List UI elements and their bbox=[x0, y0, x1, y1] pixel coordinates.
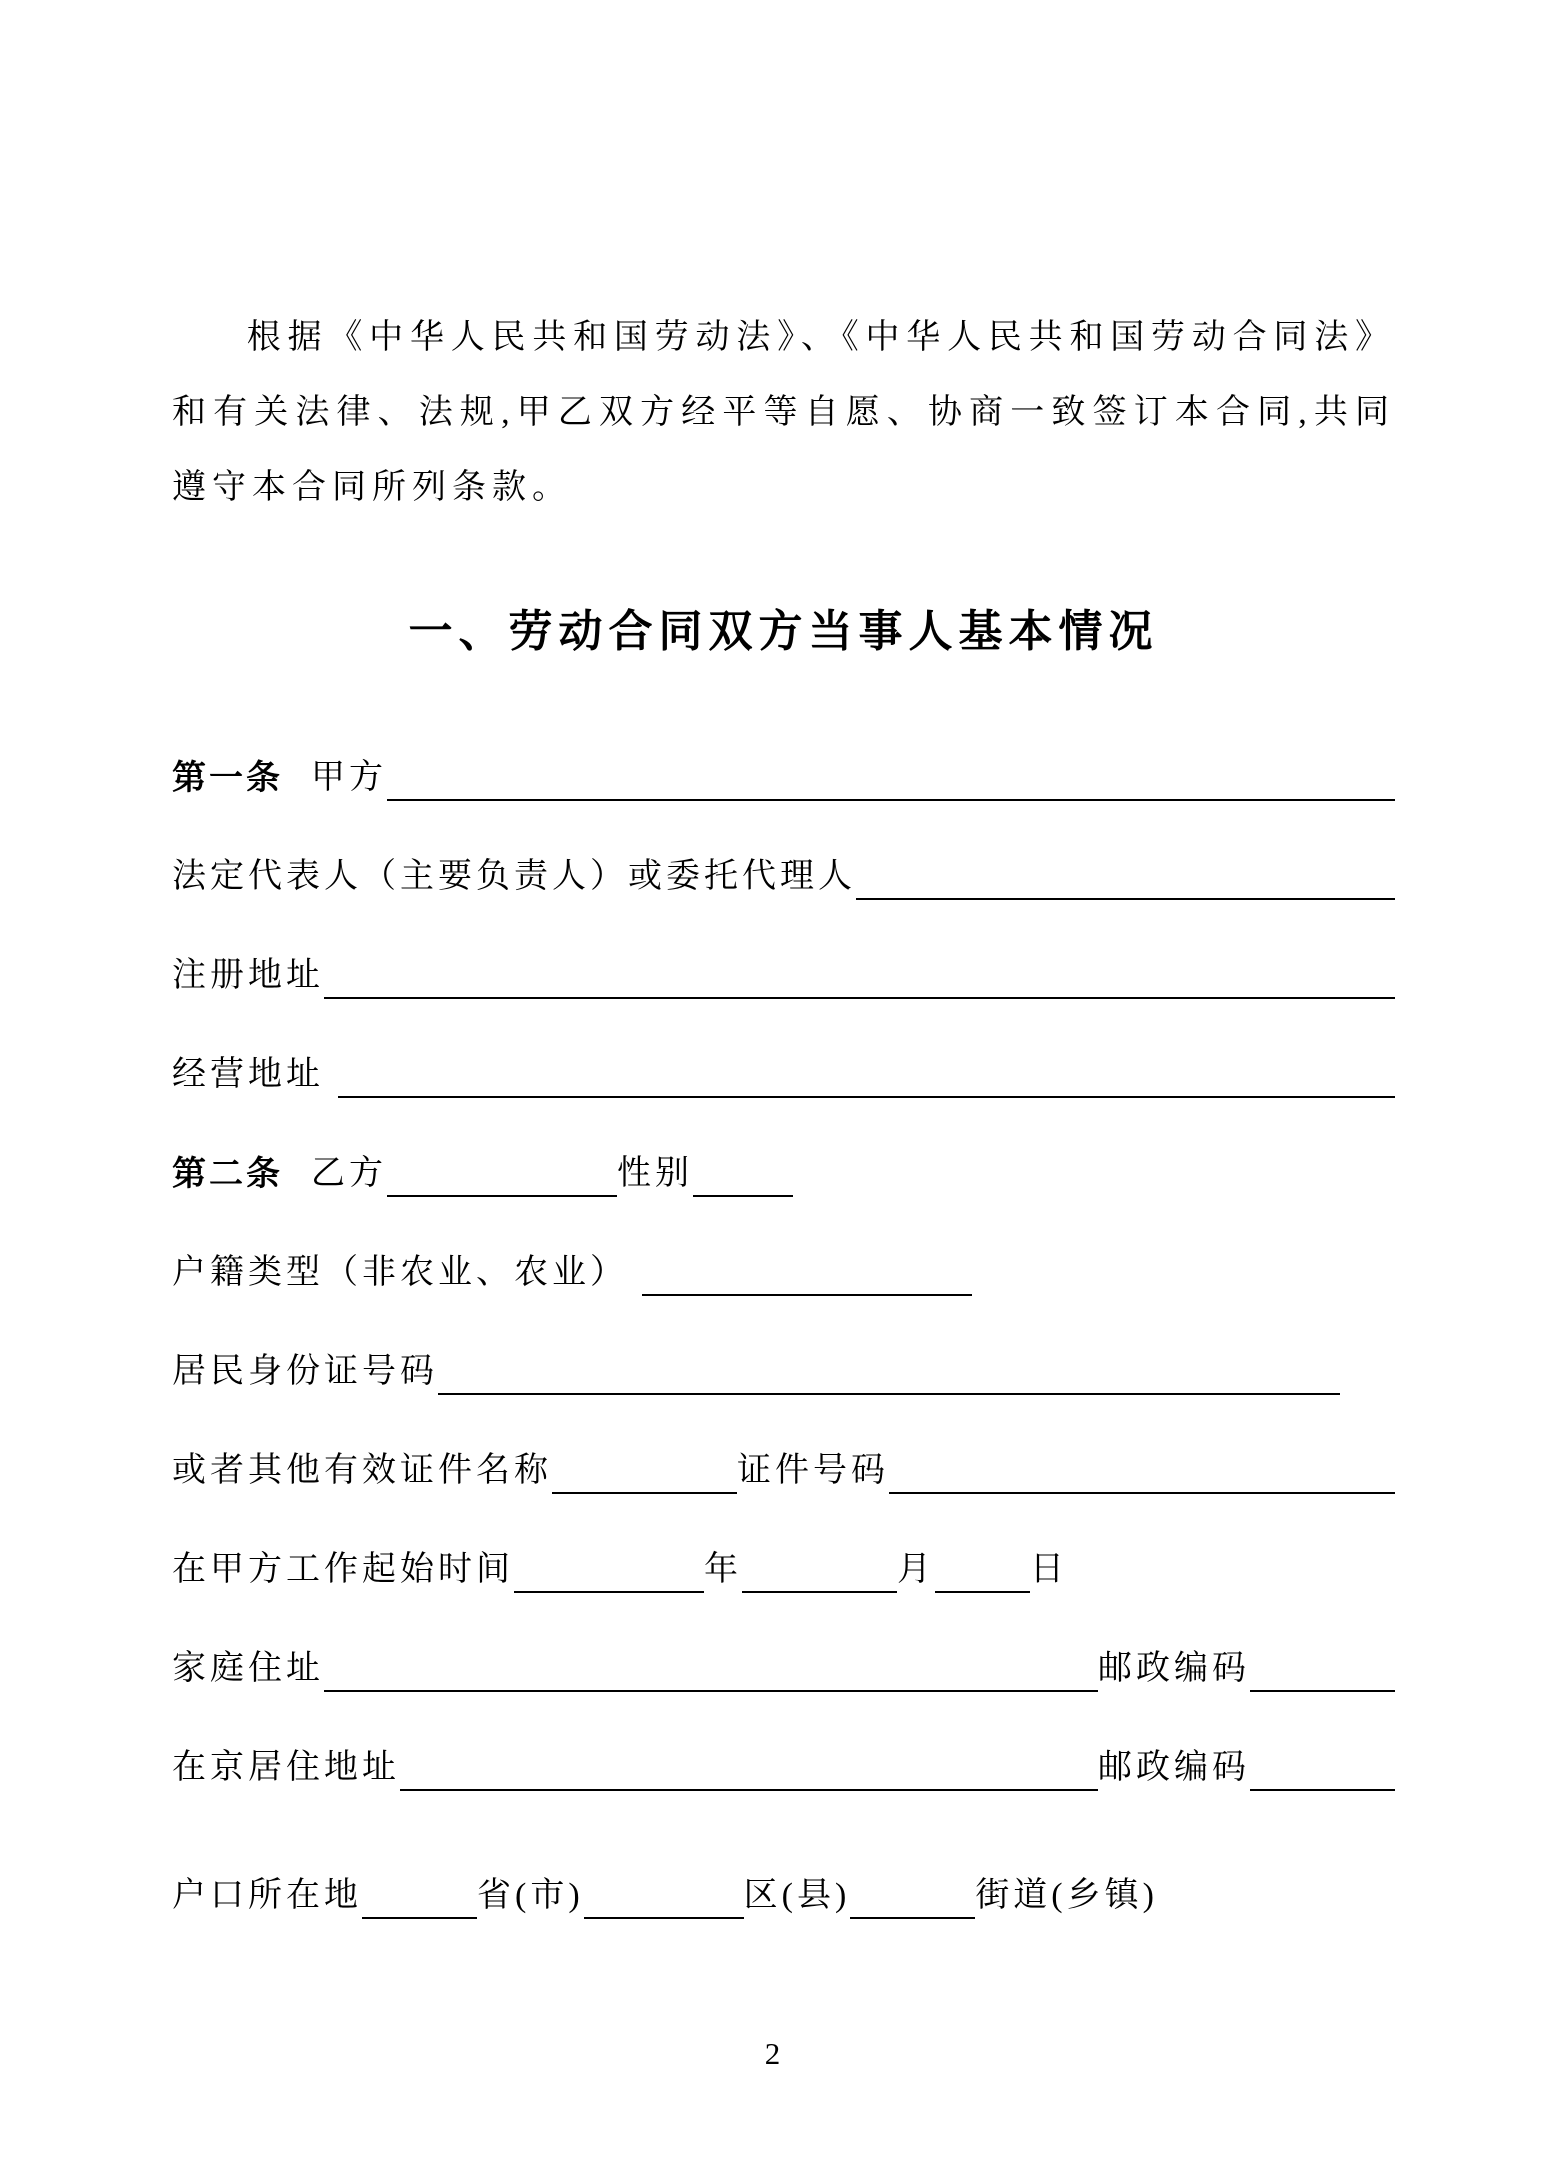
party-a-row bbox=[172, 755, 1395, 801]
hukou-province-blank bbox=[362, 1885, 477, 1919]
beijing-address-label: 在京居住地址 bbox=[172, 1749, 400, 1786]
legal-rep-label: 法定代表人（主要负责人）或委托代理人 bbox=[172, 858, 856, 895]
contract-form bbox=[172, 755, 1395, 1919]
beijing-postcode-label: 邮政编码 bbox=[1098, 1749, 1250, 1786]
hukou-location-row bbox=[172, 1873, 1395, 1919]
intro-paragraph: 根据《中华人民共和国劳动法》、《中华人民共和国劳动合同法》和有关法律、法规,甲乙双方经平等自愿、协商一致签订本合同,共同遵守本合同所列条款。 bbox=[172, 319, 1395, 506]
hukou-type-label: 户籍类型（非农业、农业） bbox=[172, 1254, 628, 1291]
party-b-row bbox=[172, 1151, 1395, 1197]
gender-blank bbox=[693, 1163, 793, 1197]
id-number-label: 居民身份证号码 bbox=[172, 1353, 438, 1390]
id-number-blank bbox=[438, 1361, 1340, 1395]
home-address-blank bbox=[324, 1658, 1098, 1692]
start-date-label: 在甲方工作起始时间 bbox=[172, 1551, 514, 1588]
home-address-label: 家庭住址 bbox=[172, 1650, 324, 1687]
other-id-name-label: 或者其他有效证件名称 bbox=[172, 1452, 552, 1489]
month-label: 月 bbox=[897, 1551, 935, 1588]
home-postcode-blank bbox=[1250, 1658, 1395, 1692]
other-id-number-blank bbox=[889, 1460, 1395, 1494]
registered-address-row bbox=[172, 953, 1395, 999]
article-2-label: 第二条 bbox=[172, 1155, 283, 1193]
party-a-label: 甲方 bbox=[311, 759, 387, 796]
party-a-blank bbox=[387, 767, 1395, 801]
hukou-district-blank bbox=[584, 1885, 744, 1919]
article-1-label: 第一条 bbox=[172, 759, 283, 797]
home-postcode-label: 邮政编码 bbox=[1098, 1650, 1250, 1687]
hukou-location-label: 户口所在地 bbox=[172, 1877, 362, 1914]
day-label: 日 bbox=[1030, 1551, 1068, 1588]
registered-address-blank bbox=[324, 965, 1395, 999]
start-month-blank bbox=[742, 1559, 897, 1593]
page-number: 2 bbox=[764, 2036, 781, 2071]
business-address-blank bbox=[338, 1064, 1395, 1098]
other-id-row bbox=[172, 1448, 1395, 1494]
start-year-blank bbox=[514, 1559, 704, 1593]
beijing-address-blank bbox=[400, 1757, 1098, 1791]
id-number-row bbox=[172, 1349, 1395, 1395]
section-title: 一、劳动合同双方当事人基本情况 bbox=[408, 607, 1159, 656]
year-label: 年 bbox=[704, 1551, 742, 1588]
hukou-street-blank bbox=[850, 1885, 975, 1919]
registered-address-label: 注册地址 bbox=[172, 957, 324, 994]
gender-label: 性别 bbox=[617, 1155, 693, 1192]
street-label: 街道(乡镇) bbox=[975, 1877, 1158, 1914]
party-b-name-blank bbox=[387, 1163, 617, 1197]
beijing-postcode-blank bbox=[1250, 1757, 1395, 1791]
other-id-name-blank bbox=[552, 1460, 737, 1494]
home-address-row bbox=[172, 1646, 1395, 1692]
province-label: 省(市) bbox=[477, 1877, 584, 1914]
business-address-row bbox=[172, 1052, 1395, 1098]
legal-rep-blank bbox=[856, 866, 1395, 900]
hukou-type-blank bbox=[642, 1262, 972, 1296]
business-address-label: 经营地址 bbox=[172, 1056, 324, 1093]
start-date-row bbox=[172, 1547, 1395, 1593]
beijing-address-row bbox=[172, 1745, 1395, 1791]
start-day-blank bbox=[935, 1559, 1030, 1593]
district-label: 区(县) bbox=[743, 1877, 851, 1914]
hukou-type-row bbox=[172, 1250, 1395, 1296]
other-id-number-label: 证件号码 bbox=[737, 1452, 889, 1489]
party-b-label: 乙方 bbox=[311, 1155, 387, 1192]
legal-rep-row bbox=[172, 854, 1395, 900]
